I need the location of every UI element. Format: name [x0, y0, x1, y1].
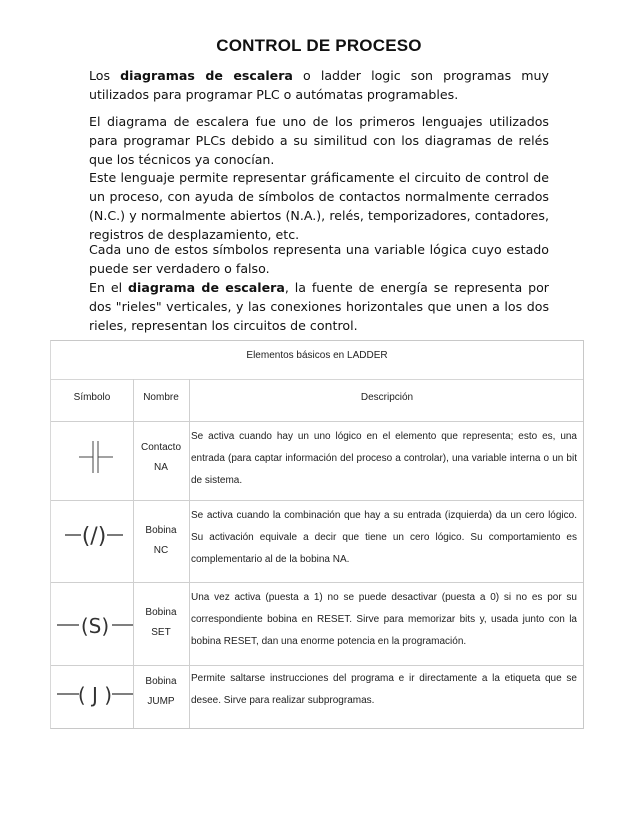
paragraph-description: Este lenguaje permite representar gráficamente el circuito de control de un proceso, con ayuda de símbolos de contactos normalmente cerrados (N.C.) y normalmente abiertos (N.A.), relés, temporizadores, contadores, registros de desplazamiento, etc. [89, 170, 549, 242]
table-row [51, 666, 583, 727]
element-description: Una vez activa (puesta a 1) no se puede desactivar (puesta a 0) si no es por su correspondiente bobina en RESET. Sirve para memorizar bits y, usada junto con la bobina RESET, dan una enorme potencia en la programación. [191, 592, 577, 647]
element-description: Se activa cuando hay un uno lógico en el elemento que representa; esto es, una entrada (para captar información del proceso a controlar), una variable interna o un bit de sistema. [191, 431, 577, 486]
element-name [133, 603, 189, 643]
paragraph-rails [89, 278, 549, 335]
paragraph-text: Los [89, 68, 121, 83]
coil-symbol-text: (S) [80, 614, 110, 638]
bold-term: diagrama de escalera [127, 280, 285, 295]
table-row [51, 422, 583, 501]
element-name [133, 438, 189, 478]
name-line: Bobina [145, 607, 177, 618]
coil-nc-icon [57, 515, 129, 555]
header-symbol: Símbolo [73, 392, 111, 403]
page-title: CONTROL DE PROCESO [216, 36, 422, 55]
ladder-elements-table [50, 340, 584, 729]
paragraph-symbols: Cada uno de estos símbolos representa una variable lógica cuyo estado puede ser verdadero o falso. [89, 242, 549, 276]
table-caption: Elementos básicos en LADDER [51, 341, 583, 380]
paragraph-text: o ladder logic son programas muy utilizados para programar PLC o autómatas programables. [89, 68, 549, 102]
paragraph-text: , la fuente de energía se representa por dos "rieles" verticales, y las conexiones horizontales que unen a los dos rieles, representan los circuitos de control. [89, 280, 549, 333]
header-name: Nombre [143, 392, 179, 403]
element-description: Permite saltarse instrucciones del programa e ir directamente a la etiqueta que se desee. Sirve para realizar subprogramas. [191, 673, 577, 706]
coil-symbol-text: ( J ) [77, 683, 113, 707]
element-name [133, 672, 189, 712]
name-line: NA [154, 462, 168, 473]
normally-open-contact-icon [57, 432, 129, 482]
name-line: NC [153, 545, 169, 556]
name-line: JUMP [147, 696, 175, 707]
paragraph-intro [89, 66, 549, 104]
coil-set-icon [57, 605, 129, 645]
paragraph-history: El diagrama de escalera fue uno de los primeros lenguajes utilizados para programar PLCs debido a su similitud con los diagramas de relés que los técnicos ya conocían. [89, 114, 549, 167]
name-line: SET [151, 627, 171, 638]
table-row [51, 501, 583, 583]
element-description: Se activa cuando la combinación que hay a su entrada (izquierda) da un cero lógico. Su activación equivale a decir que tiene un cero lógico. Su comportamiento es complementario al de la bobina NA. [191, 510, 577, 565]
coil-jump-icon [57, 674, 129, 714]
header-description: Descripción [360, 392, 414, 403]
name-line: Bobina [145, 676, 177, 687]
coil-symbol-text: (/) [81, 524, 107, 549]
table-header-row [51, 379, 583, 422]
table-row [51, 583, 583, 666]
paragraph-text: En el [89, 280, 128, 295]
bold-term: diagramas de escalera [120, 68, 293, 83]
element-name [133, 521, 189, 561]
name-line: Contacto [140, 442, 182, 453]
name-line: Bobina [145, 525, 177, 536]
